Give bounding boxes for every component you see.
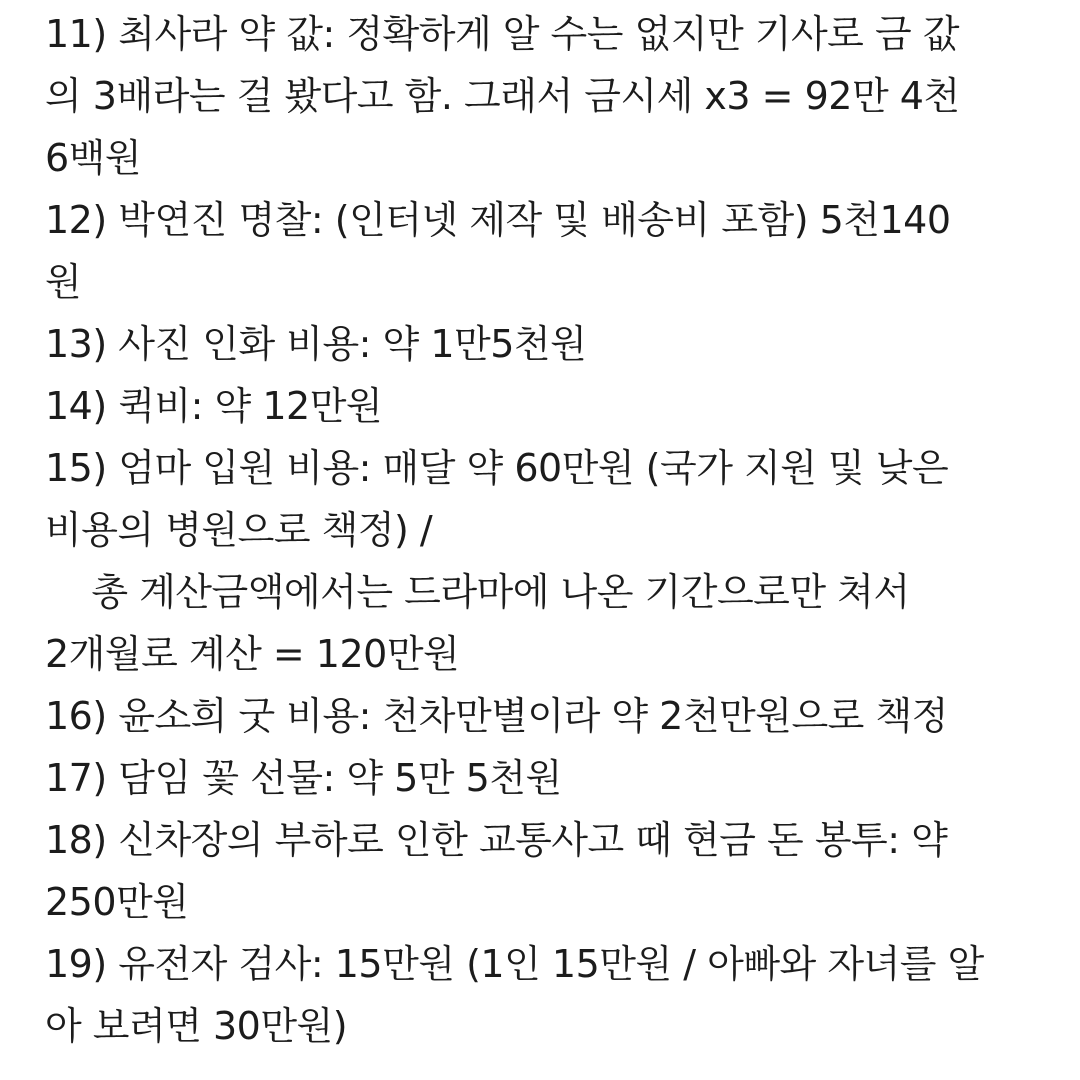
text-line: 총 계산금액에서는 드라마에 나온 기간으로만 쳐서 [45,570,910,614]
text-line: 의 3배라는 걸 봤다고 함. 그래서 금시세 x3 = 92만 4천 [45,74,960,118]
text-line: 2개월로 계산 = 120만원 [45,632,460,676]
text-line: 15) 엄마 입원 비용: 매달 약 60만원 (국가 지원 및 낮은 [45,446,949,490]
text-line: 13) 사진 인화 비용: 약 1만5천원 [45,322,587,366]
text-line: 18) 신차장의 부하로 인한 교통사고 때 현금 돈 봉투: 약 [45,818,948,862]
text-line: 6백원 [45,136,142,180]
text-line: 12) 박연진 명찰: (인터넷 제작 및 배송비 포함) 5천140 [45,198,951,242]
text-line: 17) 담임 꽃 선물: 약 5만 5천원 [45,756,562,800]
text-line: 19) 유전자 검사: 15만원 (1인 15만원 / 아빠와 자녀를 알 [45,942,984,986]
text-line: 비용의 병원으로 책정) / [45,508,433,552]
text-line: 16) 윤소희 굿 비용: 천차만별이라 약 2천만원으로 책정 [45,694,948,738]
text-line: 원 [45,260,82,304]
text-line: 11) 최사라 약 값: 정확하게 알 수는 없지만 기사로 금 값 [45,12,959,56]
text-line: 250만원 [45,880,189,924]
text-line: 14) 퀵비: 약 12만원 [45,384,383,428]
text-line: 아 보려면 30만원) [45,1004,348,1048]
document-text [45,3,1055,1057]
